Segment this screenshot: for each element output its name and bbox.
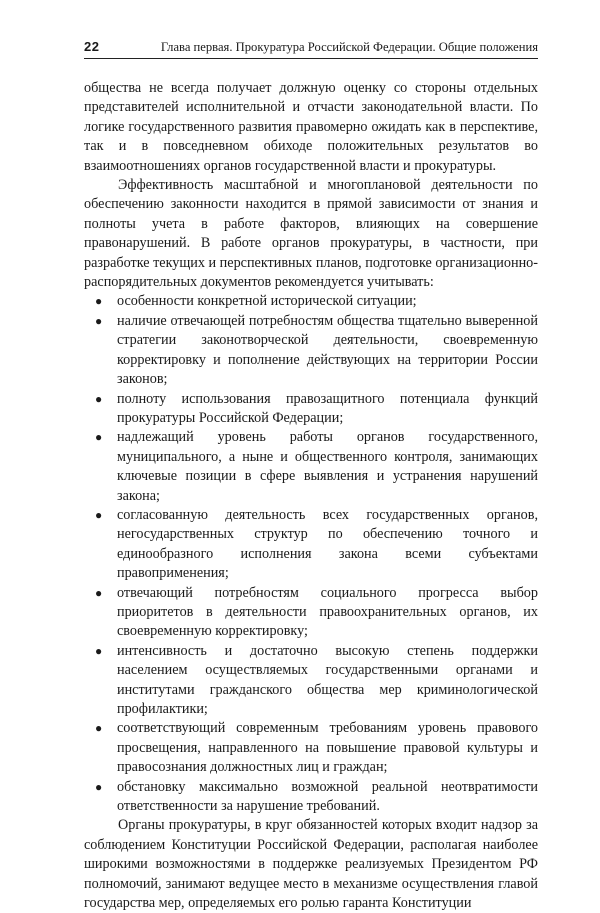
- list-item: [84, 584, 538, 642]
- running-head: [84, 37, 538, 59]
- bullet-icon: ●: [95, 507, 103, 522]
- list-item-text: отвечающий потребностям социального прогресса выбор приоритетов в деятельности правоохранительных органов, их своевременную корректировку;: [117, 584, 538, 640]
- bullet-icon: ●: [95, 430, 103, 445]
- paragraph-2: Эффективность масштабной и многоплановой деятельности по обеспечению законности находится в прямой зависимости от знания и полноты учета в работе факторов, влияющих на совершение правонарушений. В работе органов прокуратуры, в частности, при разработке текущих и перспективных планов, подготовке организационно-распорядительных документов рекомендуется учитывать:: [84, 177, 538, 291]
- bullet-icon: ●: [95, 779, 103, 794]
- bullet-icon: ●: [95, 294, 103, 309]
- list-item: [84, 312, 538, 390]
- bullet-icon: ●: [95, 585, 103, 600]
- factors-list: [84, 292, 538, 816]
- page-number: 22: [84, 39, 100, 54]
- paragraph-3: Органы прокуратуры, в круг обязанностей которых входит надзор за соблюдением Конституции Российской Федерации, располагая наиболее широкими возможностями в поддержке реализуемых Президентом РФ полномочий, занимают ведущее место в механизме осуществления главой государства мер, определяемых его ролью гаранта Конституции: [84, 817, 538, 912]
- list-item-text: особенности конкретной исторической ситуации;: [117, 293, 417, 310]
- list-item: [84, 428, 538, 506]
- list-item: [84, 719, 538, 777]
- body-text: [84, 79, 538, 913]
- list-item: [84, 390, 538, 429]
- list-item-text: надлежащий уровень работы органов государственного, муниципального, а ныне и общественного контроля, занимающих ключевые позиции в сфере выявления и устранения нарушений закона;: [117, 429, 538, 504]
- list-item-text: обстановку максимально возможной реальной неотвратимости ответственности за нарушение требований.: [117, 778, 538, 815]
- bullet-icon: ●: [95, 391, 103, 406]
- bullet-icon: ●: [95, 643, 103, 658]
- list-item-text: соответствующий современным требованиям уровень правового просвещения, направленного на повышение правовой культуры и правосознания должностных лиц и граждан;: [117, 720, 538, 776]
- chapter-title: Глава первая. Прокуратура Российской Федерации. Общие положения: [160, 40, 538, 54]
- list-item: [84, 292, 538, 311]
- list-item: [84, 778, 538, 817]
- bullet-icon: ●: [95, 721, 103, 736]
- paragraph-1: общества не всегда получает должную оценку со стороны отдельных представителей исполнительной и отчасти законодательной власти. По логике государственного развития правомерно ожидать как в перспективе, так и в повседневном обиходе положительных результатов во взаимоотношениях органов государственной власти и прокуратуры.: [84, 80, 538, 174]
- list-item-text: интенсивность и достаточно высокую степень поддержки населением осуществляемых государственными органами и институтами гражданского общества мер криминологической профилактики;: [117, 642, 538, 717]
- list-item: [84, 642, 538, 720]
- bullet-icon: ●: [95, 313, 103, 328]
- list-item-text: наличие отвечающей потребностям общества тщательно выверенной стратегии законотворческой деятельности, своевременную корректировку и пополнение действующих на территории России законов;: [117, 312, 538, 388]
- list-item-text: полноту использования правозащитного потенциала функций прокуратуры Российской Федерации;: [117, 390, 538, 426]
- list-item-text: согласованную деятельность всех государственных органов, негосударственных структур по обеспечению точного и единообразного исполнения закона всеми субъектами правоприменения;: [117, 506, 538, 582]
- list-item: [84, 506, 538, 584]
